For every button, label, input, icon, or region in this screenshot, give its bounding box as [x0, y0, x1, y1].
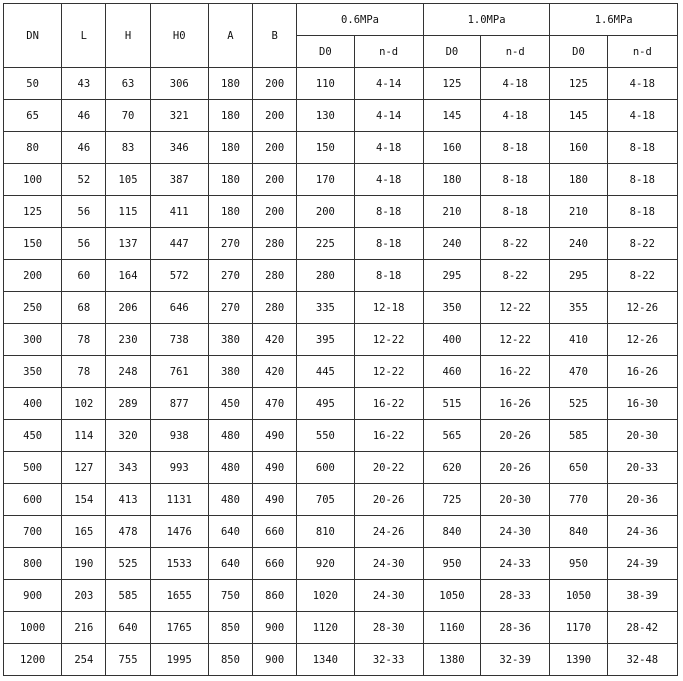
- table-cell: 1131: [150, 484, 208, 516]
- table-cell: 8-18: [481, 196, 550, 228]
- table-cell: 1765: [150, 612, 208, 644]
- table-cell: 52: [62, 164, 106, 196]
- table-cell: 1120: [297, 612, 354, 644]
- table-cell: 413: [106, 484, 150, 516]
- table-cell: 20-26: [481, 452, 550, 484]
- table-cell: 1390: [550, 644, 607, 676]
- header-d0: D0: [550, 36, 607, 68]
- table-row: [4, 324, 678, 356]
- table-cell: 206: [106, 292, 150, 324]
- table-row: [4, 580, 678, 612]
- table-cell: 500: [4, 452, 62, 484]
- table-cell: 180: [208, 132, 252, 164]
- table-cell: 306: [150, 68, 208, 100]
- header-h0: H0: [150, 4, 208, 68]
- table-row: [4, 164, 678, 196]
- table-cell: 50: [4, 68, 62, 100]
- table-cell: 8-18: [481, 132, 550, 164]
- table-cell: 8-18: [607, 196, 677, 228]
- header-d0: D0: [423, 36, 480, 68]
- table-cell: 248: [106, 356, 150, 388]
- table-cell: 20-33: [607, 452, 677, 484]
- table-cell: 585: [550, 420, 607, 452]
- table-cell: 254: [62, 644, 106, 676]
- table-cell: 160: [423, 132, 480, 164]
- header-b: B: [253, 4, 297, 68]
- table-cell: 100: [4, 164, 62, 196]
- table-cell: 190: [62, 548, 106, 580]
- table-cell: 1020: [297, 580, 354, 612]
- table-cell: 380: [208, 324, 252, 356]
- table-cell: 154: [62, 484, 106, 516]
- table-cell: 860: [253, 580, 297, 612]
- table-cell: 295: [423, 260, 480, 292]
- table-cell: 4-18: [354, 132, 423, 164]
- table-cell: 8-22: [481, 260, 550, 292]
- table-cell: 400: [4, 388, 62, 420]
- table-cell: 160: [550, 132, 607, 164]
- table-cell: 200: [253, 196, 297, 228]
- table-cell: 1160: [423, 612, 480, 644]
- table-cell: 105: [106, 164, 150, 196]
- table-cell: 8-18: [354, 260, 423, 292]
- table-cell: 32-33: [354, 644, 423, 676]
- table-cell: 12-26: [607, 324, 677, 356]
- table-cell: 755: [106, 644, 150, 676]
- table-cell: 28-30: [354, 612, 423, 644]
- table-cell: 12-22: [354, 356, 423, 388]
- table-row: [4, 644, 678, 676]
- table-cell: 16-22: [354, 388, 423, 420]
- table-cell: 180: [208, 164, 252, 196]
- table-cell: 1000: [4, 612, 62, 644]
- table-cell: 200: [297, 196, 354, 228]
- table-cell: 1533: [150, 548, 208, 580]
- table-cell: 420: [253, 324, 297, 356]
- table-cell: 63: [106, 68, 150, 100]
- table-cell: 16-22: [481, 356, 550, 388]
- table-cell: 565: [423, 420, 480, 452]
- table-cell: 280: [253, 228, 297, 260]
- table-row: [4, 260, 678, 292]
- table-cell: 150: [4, 228, 62, 260]
- table-cell: 770: [550, 484, 607, 516]
- table-cell: 200: [253, 68, 297, 100]
- table-row: [4, 484, 678, 516]
- table-cell: 164: [106, 260, 150, 292]
- table-cell: 660: [253, 548, 297, 580]
- table-cell: 640: [106, 612, 150, 644]
- table-cell: 32-39: [481, 644, 550, 676]
- table-cell: 28-36: [481, 612, 550, 644]
- table-cell: 600: [4, 484, 62, 516]
- table-cell: 270: [208, 292, 252, 324]
- table-cell: 4-14: [354, 68, 423, 100]
- table-cell: 4-18: [481, 68, 550, 100]
- table-cell: 480: [208, 420, 252, 452]
- table-cell: 480: [208, 484, 252, 516]
- table-cell: 1050: [550, 580, 607, 612]
- header-d0: D0: [297, 36, 354, 68]
- table-cell: 203: [62, 580, 106, 612]
- table-cell: 24-30: [354, 548, 423, 580]
- table-cell: 640: [208, 548, 252, 580]
- table-cell: 20-26: [481, 420, 550, 452]
- table-cell: 460: [423, 356, 480, 388]
- table-cell: 300: [4, 324, 62, 356]
- table-cell: 900: [4, 580, 62, 612]
- table-cell: 56: [62, 196, 106, 228]
- table-cell: 1200: [4, 644, 62, 676]
- table-cell: 125: [550, 68, 607, 100]
- table-row: [4, 420, 678, 452]
- table-cell: 411: [150, 196, 208, 228]
- table-cell: 38-39: [607, 580, 677, 612]
- table-cell: 270: [208, 260, 252, 292]
- table-cell: 24-39: [607, 548, 677, 580]
- table-cell: 346: [150, 132, 208, 164]
- table-cell: 180: [208, 100, 252, 132]
- table-cell: 200: [253, 132, 297, 164]
- table-row: [4, 100, 678, 132]
- table-cell: 20-36: [607, 484, 677, 516]
- table-cell: 210: [550, 196, 607, 228]
- table-cell: 8-18: [607, 132, 677, 164]
- table-row: [4, 68, 678, 100]
- table-cell: 68: [62, 292, 106, 324]
- table-cell: 877: [150, 388, 208, 420]
- table-cell: 20-30: [481, 484, 550, 516]
- table-cell: 900: [253, 644, 297, 676]
- table-cell: 920: [297, 548, 354, 580]
- table-cell: 620: [423, 452, 480, 484]
- table-cell: 225: [297, 228, 354, 260]
- table-cell: 660: [253, 516, 297, 548]
- table-cell: 700: [4, 516, 62, 548]
- table-row: [4, 356, 678, 388]
- table-cell: 400: [423, 324, 480, 356]
- table-cell: 490: [253, 420, 297, 452]
- table-cell: 270: [208, 228, 252, 260]
- table-cell: 646: [150, 292, 208, 324]
- table-cell: 32-48: [607, 644, 677, 676]
- table-cell: 321: [150, 100, 208, 132]
- table-cell: 640: [208, 516, 252, 548]
- table-cell: 145: [423, 100, 480, 132]
- table-cell: 8-18: [481, 164, 550, 196]
- header-n-d: n-d: [481, 36, 550, 68]
- table-cell: 56: [62, 228, 106, 260]
- table-cell: 102: [62, 388, 106, 420]
- table-cell: 350: [4, 356, 62, 388]
- table-cell: 450: [208, 388, 252, 420]
- table-cell: 24-30: [354, 580, 423, 612]
- header-dn: DN: [4, 4, 62, 68]
- table-cell: 4-18: [481, 100, 550, 132]
- table-cell: 230: [106, 324, 150, 356]
- table-row: [4, 292, 678, 324]
- table-cell: 810: [297, 516, 354, 548]
- table-cell: 490: [253, 452, 297, 484]
- table-cell: 115: [106, 196, 150, 228]
- table-cell: 840: [423, 516, 480, 548]
- table-cell: 16-22: [354, 420, 423, 452]
- table-cell: 840: [550, 516, 607, 548]
- table-cell: 515: [423, 388, 480, 420]
- table-cell: 24-36: [607, 516, 677, 548]
- table-row: [4, 388, 678, 420]
- table-cell: 24-33: [481, 548, 550, 580]
- table-cell: 43: [62, 68, 106, 100]
- table-cell: 180: [208, 68, 252, 100]
- table-cell: 127: [62, 452, 106, 484]
- table-cell: 705: [297, 484, 354, 516]
- table-cell: 180: [208, 196, 252, 228]
- table-cell: 750: [208, 580, 252, 612]
- table-cell: 65: [4, 100, 62, 132]
- table-cell: 46: [62, 100, 106, 132]
- table-cell: 210: [423, 196, 480, 228]
- table-cell: 80: [4, 132, 62, 164]
- table-cell: 216: [62, 612, 106, 644]
- table-cell: 8-18: [607, 164, 677, 196]
- table-cell: 900: [253, 612, 297, 644]
- table-cell: 1170: [550, 612, 607, 644]
- table-cell: 12-22: [481, 324, 550, 356]
- table-cell: 738: [150, 324, 208, 356]
- table-cell: 600: [297, 452, 354, 484]
- table-cell: 12-22: [481, 292, 550, 324]
- table-cell: 125: [423, 68, 480, 100]
- table-cell: 145: [550, 100, 607, 132]
- table-cell: 4-18: [354, 164, 423, 196]
- table-cell: 165: [62, 516, 106, 548]
- table-cell: 761: [150, 356, 208, 388]
- table-cell: 8-18: [354, 196, 423, 228]
- table-cell: 355: [550, 292, 607, 324]
- table-cell: 28-42: [607, 612, 677, 644]
- table-cell: 28-33: [481, 580, 550, 612]
- table-cell: 289: [106, 388, 150, 420]
- header-h: H: [106, 4, 150, 68]
- table-row: [4, 516, 678, 548]
- table-cell: 525: [106, 548, 150, 580]
- table-cell: 850: [208, 612, 252, 644]
- header-n-d: n-d: [607, 36, 677, 68]
- table-cell: 83: [106, 132, 150, 164]
- table-cell: 240: [550, 228, 607, 260]
- table-cell: 950: [423, 548, 480, 580]
- table-cell: 280: [253, 292, 297, 324]
- table-cell: 8-22: [607, 228, 677, 260]
- table-cell: 490: [253, 484, 297, 516]
- table-cell: 280: [297, 260, 354, 292]
- table-cell: 525: [550, 388, 607, 420]
- table-cell: 1340: [297, 644, 354, 676]
- table-cell: 200: [4, 260, 62, 292]
- table-cell: 20-22: [354, 452, 423, 484]
- table-cell: 800: [4, 548, 62, 580]
- table-cell: 470: [550, 356, 607, 388]
- table-cell: 410: [550, 324, 607, 356]
- table-row: [4, 228, 678, 260]
- valve-dimensions-table: [3, 3, 678, 676]
- table-cell: 320: [106, 420, 150, 452]
- table-cell: 4-18: [607, 100, 677, 132]
- table-cell: 478: [106, 516, 150, 548]
- table-cell: 20-30: [607, 420, 677, 452]
- table-cell: 387: [150, 164, 208, 196]
- table-cell: 20-26: [354, 484, 423, 516]
- table-cell: 470: [253, 388, 297, 420]
- table-cell: 8-22: [481, 228, 550, 260]
- table-cell: 114: [62, 420, 106, 452]
- table-cell: 938: [150, 420, 208, 452]
- table-cell: 1655: [150, 580, 208, 612]
- table-cell: 4-14: [354, 100, 423, 132]
- table-row: [4, 548, 678, 580]
- table-cell: 585: [106, 580, 150, 612]
- table-cell: 295: [550, 260, 607, 292]
- header-n-d: n-d: [354, 36, 423, 68]
- table-cell: 335: [297, 292, 354, 324]
- table-cell: 12-18: [354, 292, 423, 324]
- table-row: [4, 612, 678, 644]
- table-cell: 850: [208, 644, 252, 676]
- table-cell: 1050: [423, 580, 480, 612]
- table-cell: 8-18: [354, 228, 423, 260]
- header-group-1-0mpa: 1.0MPa: [423, 4, 550, 36]
- table-cell: 447: [150, 228, 208, 260]
- table-cell: 480: [208, 452, 252, 484]
- table-cell: 180: [550, 164, 607, 196]
- table-cell: 46: [62, 132, 106, 164]
- table-cell: 24-30: [481, 516, 550, 548]
- table-cell: 572: [150, 260, 208, 292]
- table-cell: 1476: [150, 516, 208, 548]
- table-cell: 130: [297, 100, 354, 132]
- table-cell: 24-26: [354, 516, 423, 548]
- table-cell: 78: [62, 324, 106, 356]
- table-cell: 550: [297, 420, 354, 452]
- table-cell: 170: [297, 164, 354, 196]
- table-cell: 16-30: [607, 388, 677, 420]
- table-cell: 350: [423, 292, 480, 324]
- table-row: [4, 132, 678, 164]
- table-cell: 445: [297, 356, 354, 388]
- header-group-1-6mpa: 1.6MPa: [550, 4, 678, 36]
- table-cell: 395: [297, 324, 354, 356]
- table-cell: 125: [4, 196, 62, 228]
- table-cell: 16-26: [607, 356, 677, 388]
- table-cell: 12-22: [354, 324, 423, 356]
- table-cell: 8-22: [607, 260, 677, 292]
- table-body: [4, 68, 678, 676]
- table-cell: 200: [253, 100, 297, 132]
- table-cell: 200: [253, 164, 297, 196]
- table-cell: 180: [423, 164, 480, 196]
- table-cell: 950: [550, 548, 607, 580]
- table-cell: 993: [150, 452, 208, 484]
- table-cell: 78: [62, 356, 106, 388]
- table-cell: 137: [106, 228, 150, 260]
- table-cell: 240: [423, 228, 480, 260]
- table-cell: 1380: [423, 644, 480, 676]
- table-cell: 495: [297, 388, 354, 420]
- table-cell: 450: [4, 420, 62, 452]
- table-cell: 420: [253, 356, 297, 388]
- table-cell: 250: [4, 292, 62, 324]
- table-cell: 110: [297, 68, 354, 100]
- table-cell: 1995: [150, 644, 208, 676]
- table-cell: 16-26: [481, 388, 550, 420]
- header-group-0-6mpa: 0.6MPa: [297, 4, 424, 36]
- table-cell: 4-18: [607, 68, 677, 100]
- table-cell: 280: [253, 260, 297, 292]
- table-cell: 650: [550, 452, 607, 484]
- table-cell: 343: [106, 452, 150, 484]
- table-row: [4, 196, 678, 228]
- table-cell: 150: [297, 132, 354, 164]
- table-cell: 12-26: [607, 292, 677, 324]
- table-row: [4, 452, 678, 484]
- header-l: L: [62, 4, 106, 68]
- table-cell: 60: [62, 260, 106, 292]
- table-cell: 725: [423, 484, 480, 516]
- header-a: A: [208, 4, 252, 68]
- table-cell: 380: [208, 356, 252, 388]
- table-cell: 70: [106, 100, 150, 132]
